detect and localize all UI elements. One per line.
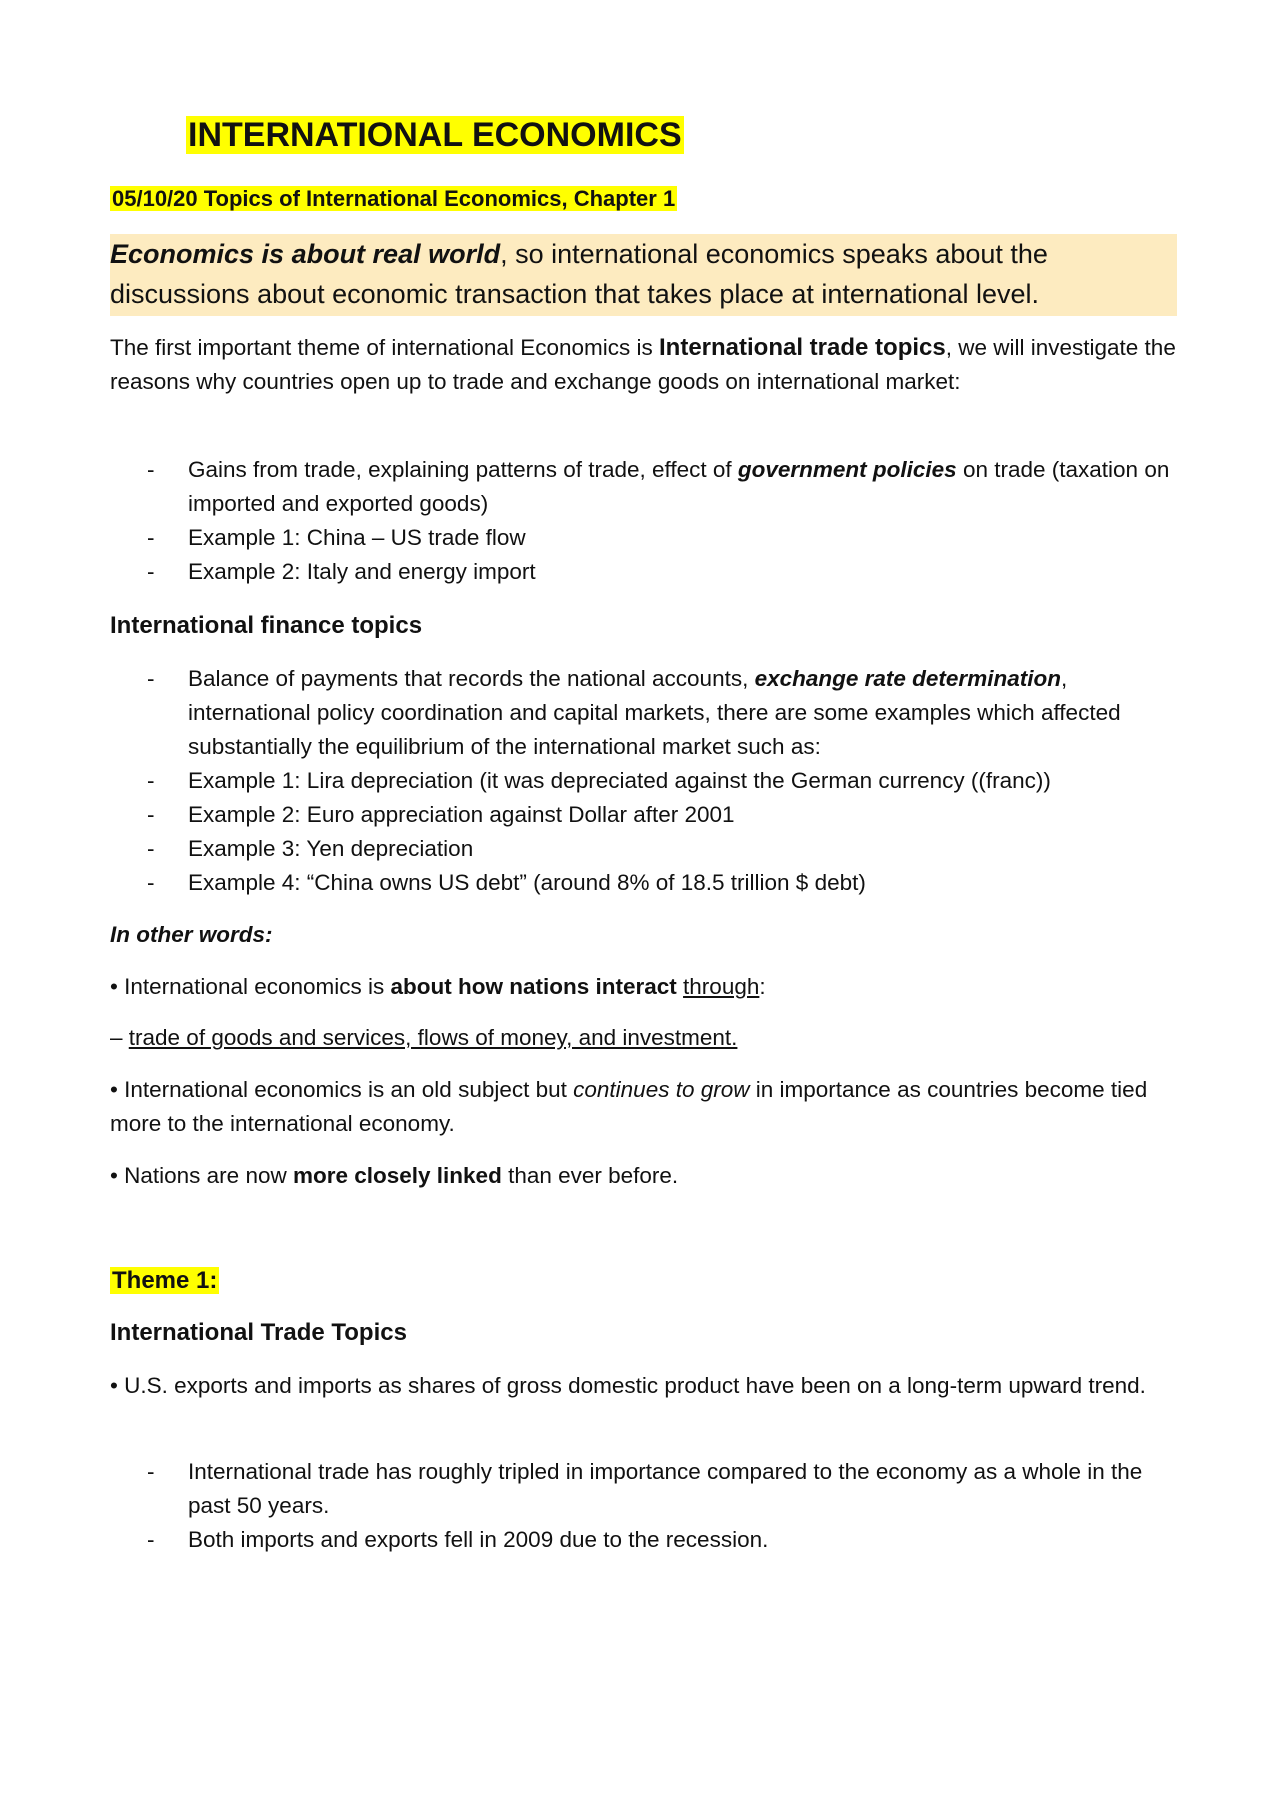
finance-heading: International finance topics — [110, 612, 423, 639]
bullet-us-exports: • U.S. exports and imports as shares of gross domestic product have been on a long-term upward trend. — [110, 1373, 1146, 1398]
theme-heading: International Trade Topics — [110, 1319, 407, 1346]
list-item: - Example 2: Euro appreciation against Dollar after 2001 — [110, 798, 1185, 832]
list-item: - Example 2: Italy and energy import — [110, 555, 1185, 589]
trade-intro-paragraph: The first important theme of international Economics is International trade topics, we will investigate the reasons why countries open up to trade and exchange goods on international market: — [110, 334, 1176, 394]
bullet-old-subject: • International economics is an old subject but continues to grow in importance as countries become tied more to the international economy. — [110, 1077, 1148, 1136]
dash-trade-flows: – trade of goods and services, flows of money, and investment. — [110, 1025, 738, 1050]
page-title: INTERNATIONAL ECONOMICS — [188, 116, 682, 154]
list-item: - Both imports and exports fell in 2009 due to the recession. — [110, 1523, 1185, 1557]
bullet-closely-linked: • Nations are now more closely linked than ever before. — [110, 1163, 679, 1188]
theme-list — [110, 1455, 1185, 1557]
trade-topics-bold: International trade topics — [659, 334, 946, 361]
list-item: - Gains from trade, explaining patterns of trade, effect of government policies on trade (taxation on imported and exported goods) — [110, 453, 1185, 521]
theme-label: Theme 1: — [112, 1267, 218, 1294]
list-item: - Balance of payments that records the national accounts, exchange rate determination, international policy coordination and capital markets, there are some examples which affected substantially the equilibrium of the international market such as: — [110, 662, 1185, 764]
intro-text: , so international economics speaks about the discussions about economic transaction that takes place at international level. — [110, 239, 1048, 309]
intro-highlight — [110, 234, 1177, 316]
list-item: - Example 1: China – US trade flow — [110, 521, 1185, 555]
other-words-label: In other words: — [110, 922, 273, 947]
list-item: - International trade has roughly tripled in importance compared to the economy as a whole in the past 50 years. — [110, 1455, 1185, 1523]
list-item: - Example 3: Yen depreciation — [110, 832, 1185, 866]
list-item: - Example 4: “China owns US debt” (around 8% of 18.5 trillion $ debt) — [110, 866, 1185, 900]
intro-emphasis: Economics is about real world — [110, 239, 501, 269]
finance-list — [110, 662, 1185, 900]
bullet-nations-interact: • International economics is about how nations interact through: — [110, 974, 766, 999]
trade-list — [110, 453, 1185, 589]
lecture-subtitle: 05/10/20 Topics of International Economics, Chapter 1 — [112, 186, 676, 211]
list-item: - Example 1: Lira depreciation (it was depreciated against the German currency ((franc)) — [110, 764, 1185, 798]
